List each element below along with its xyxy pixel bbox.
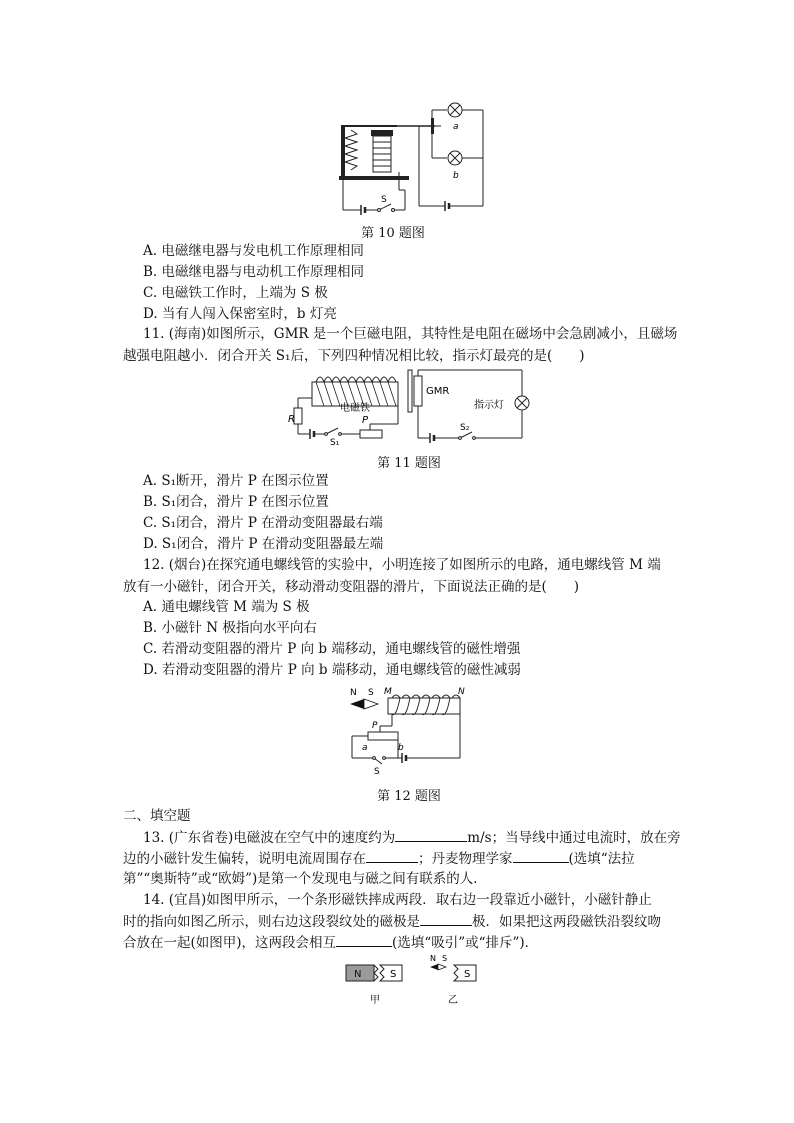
- figure-q11-gmr-circuit: [290, 368, 530, 446]
- q14-blank-1[interactable]: [420, 911, 472, 926]
- label-gmr: GMR: [426, 386, 450, 397]
- figure-q12-solenoid-circuit: [346, 684, 472, 776]
- q10-option-b: B. 电磁继电器与电动机工作原理相同: [143, 264, 365, 280]
- q13-blank-3[interactable]: [513, 848, 569, 863]
- q12-option-d: D. 若滑动变阻器的滑片 P 向 b 端移动，通电螺线管的磁性减弱: [143, 662, 521, 678]
- q14-text-3a: 合放在一起(如图甲)，这两段会相互: [123, 935, 337, 951]
- q12-option-a: A. 通电螺线管 M 端为 S 极: [143, 599, 310, 615]
- q14-text-2b: 极．如果把这两段磁铁沿裂纹吻: [472, 914, 661, 930]
- label-m: M: [384, 687, 392, 697]
- q13-text-2b: ；丹麦物理学家: [418, 851, 513, 867]
- label-yi-magnet-s: S: [464, 969, 471, 980]
- q11-option-c: C. S₁闭合，滑片 P 在滑动变阻器最右端: [143, 515, 383, 531]
- label-yi-needle-n: N: [430, 954, 436, 963]
- q10-option-a: A. 电磁继电器与发电机工作原理相同: [143, 243, 364, 259]
- q13-text-1a: 13. (广东省卷)电磁波在空气中的速度约为: [143, 830, 396, 846]
- q14-text-2a: 时的指向如图乙所示，则右边这段裂纹处的磁极是: [123, 914, 420, 930]
- label-yi-needle-s: S: [442, 954, 448, 963]
- label-a: a: [362, 743, 368, 753]
- label-switch-s: S: [374, 767, 380, 777]
- figure-q10-relay-circuit: [335, 98, 495, 216]
- caption-q10: 第 10 题图: [361, 226, 425, 241]
- switch-s1: [326, 428, 338, 434]
- q14-text-3b: (选填“吸引”或“排斥”)．: [392, 935, 539, 951]
- relay-spring: [345, 130, 357, 170]
- label-b: b: [398, 743, 404, 753]
- caption-q12: 第 12 题图: [377, 789, 441, 804]
- electromagnet: [312, 377, 398, 406]
- label-solenoid-n: N: [458, 687, 465, 697]
- q11-option-a: A. S₁断开，滑片 P 在图示位置: [143, 473, 329, 489]
- q12-stem-1: 12. (烟台)在探究通电螺线管的实验中，小明连接了如图所示的电路，通电螺线管 M 端: [143, 557, 661, 573]
- relay-coil: [373, 136, 391, 172]
- label-a: a: [453, 122, 459, 132]
- gmr-resistor: [414, 376, 422, 406]
- q11-stem-2: 越强电阻越小．闭合开关 S₁后，下列四种情况相比较，指示灯最亮的是( ): [123, 348, 585, 364]
- q11-stem-1: 11. (海南)如图所示，GMR 是一个巨磁电阻，其特性是电阻在磁场中会急剧减小，且磁场: [143, 326, 678, 342]
- q13-line-1: [143, 827, 681, 848]
- q14-line-2: [123, 911, 661, 932]
- q14-line-1: 14. (宜昌)如图甲所示，一个条形磁铁摔成两段．取右边一段靠近小磁针，小磁针静止: [143, 892, 652, 908]
- q11-option-d: D. S₁闭合，滑片 P 在滑动变阻器最左端: [143, 536, 384, 552]
- q12-option-c: C. 若滑动变阻器的滑片 P 向 b 端移动，通电螺线管的磁性增强: [143, 641, 521, 657]
- q14-blank-2[interactable]: [336, 932, 392, 947]
- q13-text-2a: 边的小磁针发生偏转，说明电流周围存在: [123, 851, 366, 867]
- label-p: P: [372, 721, 378, 731]
- q13-line-2: [123, 848, 635, 869]
- label-s: S: [381, 195, 387, 205]
- q10-option-c: C. 电磁铁工作时，上端为 S 极: [143, 285, 328, 301]
- section-title-fill-in: 二、填空题: [123, 808, 191, 824]
- q13-blank-2[interactable]: [366, 848, 418, 863]
- yi-compass-needle: [430, 964, 438, 970]
- label-s2: S₂: [460, 423, 470, 433]
- caption-q11: 第 11 题图: [377, 456, 441, 471]
- label-lamp: 指示灯: [474, 400, 504, 411]
- figure-q14-broken-magnet: [344, 955, 484, 1011]
- label-electromagnet: 电磁铁: [340, 403, 370, 414]
- q13-text-2c: (选填“法拉: [568, 851, 635, 867]
- resistor-r: [294, 408, 302, 424]
- q13-blank-1[interactable]: [395, 827, 467, 842]
- label-magnet-n: N: [354, 969, 362, 980]
- q12-option-b: B. 小磁针 N 极指向水平向右: [143, 620, 317, 636]
- q13-text-1b: m/s；当导线中通过电流时，放在旁: [467, 830, 681, 846]
- label-jia: 甲: [370, 995, 380, 1006]
- label-needle-n: N: [350, 688, 357, 698]
- label-magnet-s: S: [390, 969, 397, 980]
- label-b: b: [453, 171, 459, 181]
- label-r: R: [288, 414, 295, 425]
- rheostat: [360, 430, 382, 438]
- q12-stem-2: 放有一小磁针，闭合开关，移动滑动变阻器的滑片，下面说法正确的是( ): [123, 579, 580, 595]
- q14-line-3: [123, 932, 538, 953]
- relay-pivot-post: [341, 126, 345, 176]
- q11-option-b: B. S₁闭合，滑片 P 在图示位置: [143, 494, 329, 510]
- label-yi: 乙: [448, 995, 458, 1006]
- label-needle-s: S: [368, 688, 374, 698]
- label-p: P: [362, 415, 369, 426]
- compass-needle: [350, 699, 364, 709]
- label-s1: S₁: [330, 438, 340, 448]
- rheostat: [368, 732, 398, 740]
- q13-line-3: 第”“奥斯特”或“欧姆”)是第一个发现电与磁之间有联系的人．: [123, 871, 487, 887]
- q10-option-d: D. 当有人闯入保密室时，b 灯亮: [143, 306, 337, 322]
